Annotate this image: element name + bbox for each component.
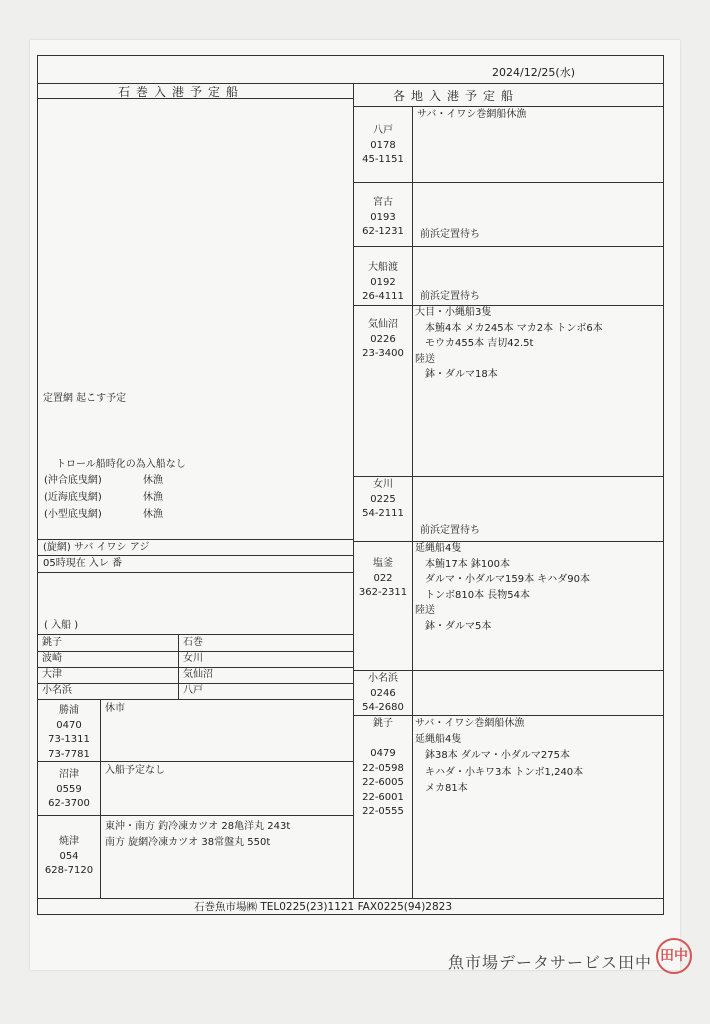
port-info: 陸送 [415, 605, 435, 616]
port-info: 延縄船4隻 [415, 734, 462, 746]
port-info: 鉢38本 ダルマ・小ダルマ275本 [425, 750, 570, 762]
entry-label: ( 入船 ) [44, 620, 79, 631]
okiai-label: (沖合底曳網) [44, 475, 102, 486]
port-name: 銚子 [373, 718, 393, 729]
port-tel: 73-1311 [48, 734, 90, 745]
port-tel: 22-0555 [362, 806, 404, 817]
entry-port: 八戸 [183, 685, 203, 696]
port-info: キハダ・小キワ3本 トンボ1,240本 [425, 766, 584, 778]
kogata-status: 休漁 [143, 509, 163, 520]
port-info: トンボ810本 長物54本 [425, 589, 530, 601]
port-name: 大船渡 [368, 262, 398, 273]
entry-port: 大津 [42, 669, 62, 680]
port-tel: 054 [59, 850, 79, 862]
port-info: 鉢・ダルマ5本 [425, 620, 492, 632]
port-name: 焼津 [59, 836, 79, 847]
port-name: 宮古 [373, 197, 393, 208]
port-tel: 0559 [56, 783, 82, 795]
port-info: メカ81本 [425, 782, 468, 794]
port-tel: 0225 [370, 493, 396, 505]
signature: 魚市場データサービス田中 [448, 953, 653, 972]
port-info: 前浜定置待ち [420, 525, 480, 536]
port-info: 鉢・ダルマ18本 [425, 369, 498, 380]
port-tel: 22-0598 [362, 762, 404, 774]
port-info: 前浜定置待ち [420, 229, 480, 240]
trawl-note: トロール船時化の為入船なし [56, 459, 186, 470]
port-info: サバ・イワシ巻網船休漁 [415, 718, 525, 729]
port-name: 小名浜 [368, 673, 398, 684]
entry-port: 女川 [183, 653, 203, 664]
port-tel: 73-7781 [48, 748, 90, 760]
port-info: 本鮪17本 鉢100本 [425, 558, 510, 570]
port-tel: 62-1231 [362, 226, 404, 237]
senmou-note: (旋網) サバ イワシ アジ [43, 542, 150, 553]
entry-port: 石巻 [183, 637, 203, 648]
port-info: 前浜定置待ち [420, 291, 480, 302]
port-info: モウカ455本 吉切42.5t [425, 338, 534, 349]
port-name: 女川 [373, 479, 393, 490]
port-tel: 0470 [56, 719, 82, 731]
port-tel: 0178 [370, 139, 396, 151]
port-tel: 22-6005 [362, 777, 404, 788]
kogata-label: (小型底曳網) [44, 509, 102, 520]
port-tel: 0192 [370, 276, 396, 288]
port-info: 本鮪4本 メカ245本 マカ2本 トンボ6本 [425, 322, 603, 334]
port-tel: 0479 [370, 748, 396, 759]
port-tel: 54-2111 [362, 508, 404, 519]
right-header: 各地入港予定船 [393, 89, 520, 103]
port-tel: 45-1151 [362, 154, 404, 165]
footer-contact: 石巻魚市場㈱ TEL0225(23)1121 FAX0225(94)2823 [194, 901, 453, 913]
port-info: 陸送 [415, 353, 435, 365]
current-note: 05時現在 入レ 番 [43, 558, 123, 569]
port-tel: 022 [373, 572, 393, 584]
port-name: 気仙沼 [368, 319, 398, 330]
port-info: 南方 旋網冷凍カツオ 38常盤丸 550t [105, 837, 271, 848]
port-tel: 362-2311 [358, 587, 408, 598]
port-info: 延縄船4隻 [415, 543, 462, 554]
entry-port: 気仙沼 [183, 669, 213, 680]
port-tel: 0193 [370, 211, 396, 223]
left-header: 石巻入港予定船 [118, 85, 245, 99]
kinkai-label: (近海底曳網) [44, 492, 102, 503]
port-info: 大目・小縄船3隻 [415, 307, 492, 318]
port-tel: 54-2680 [362, 702, 404, 713]
entry-port: 波崎 [42, 653, 62, 664]
port-tel: 62-3700 [48, 798, 90, 809]
port-tel: 0246 [370, 687, 396, 699]
kinkai-status: 休漁 [143, 492, 163, 503]
port-info: 入船予定なし [105, 765, 165, 776]
report-frame [37, 55, 664, 915]
teichi-note: 定置網 起こす予定 [43, 393, 127, 404]
port-name: 塩釜 [373, 558, 393, 569]
port-tel: 22-6001 [362, 791, 404, 803]
port-tel: 0226 [370, 333, 396, 345]
port-info: 休市 [105, 703, 125, 714]
entry-port: 銚子 [42, 637, 62, 648]
okiai-status: 休漁 [143, 475, 163, 486]
port-info: ダルマ・小ダルマ159本 キハダ90本 [425, 574, 590, 585]
port-name: 勝浦 [59, 705, 79, 716]
port-name: 沼津 [59, 769, 79, 780]
port-info: サバ・イワシ巻網船休漁 [417, 109, 527, 120]
port-info: 東沖・南方 釣冷凍カツオ 28亀洋丸 243t [105, 821, 291, 832]
port-tel: 23-3400 [362, 348, 404, 359]
port-name: 八戸 [373, 125, 393, 136]
report-date: 2024/12/25(水) [492, 66, 575, 79]
port-tel: 628-7120 [44, 865, 94, 876]
port-tel: 26-4111 [362, 291, 404, 302]
name-stamp: 田中 [656, 938, 692, 974]
entry-port: 小名浜 [42, 685, 72, 696]
